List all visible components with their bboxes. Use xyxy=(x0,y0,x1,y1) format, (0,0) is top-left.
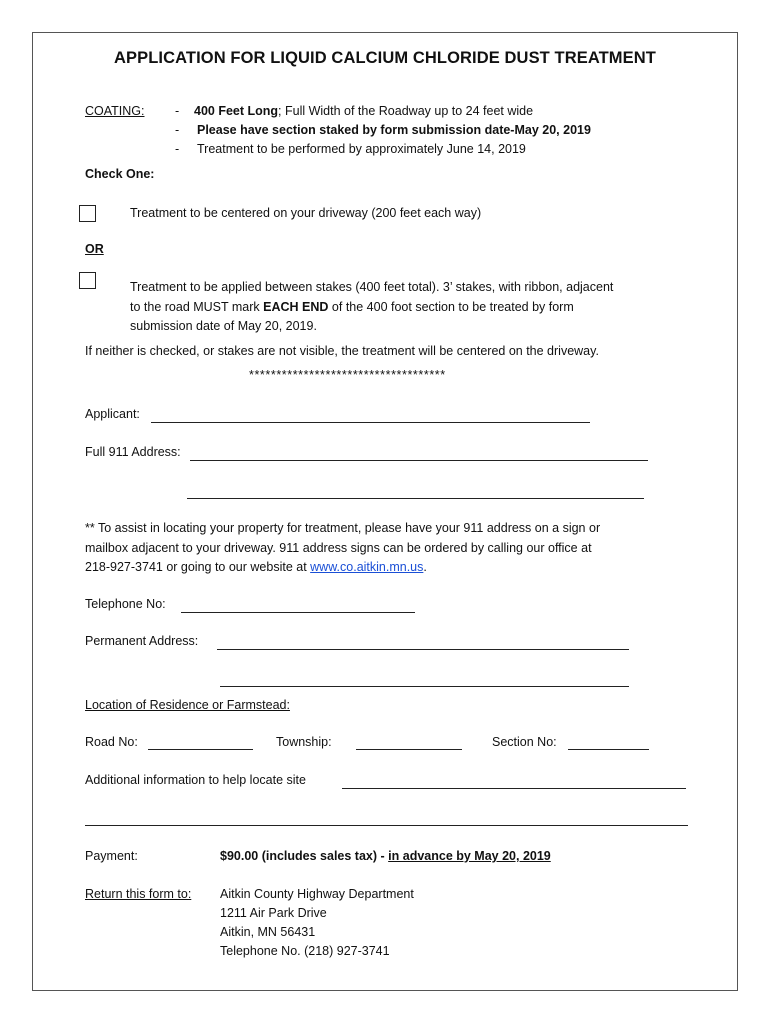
township-field[interactable] xyxy=(356,749,462,750)
center-driveway-checkbox[interactable] xyxy=(79,205,96,222)
coating-line-1 xyxy=(194,104,533,118)
section-no-field[interactable] xyxy=(568,749,649,750)
payment-amount-text: $90.00 (includes sales tax) - xyxy=(220,849,385,863)
option-stakes-line-3: submission date of May 20, 2019. xyxy=(130,319,317,333)
payment-label: Payment: xyxy=(85,849,138,863)
additional-info-label: Additional information to help locate site xyxy=(85,773,306,787)
telephone-label: Telephone No: xyxy=(85,597,166,611)
full-911-address-field-line-2[interactable] xyxy=(187,498,644,499)
assist-note-line-1: ** To assist in locating your property for treatment, please have your 911 address on a sign or xyxy=(85,521,601,535)
coating-line-3: Treatment to be performed by approximately June 14, 2019 xyxy=(197,142,526,156)
coating-bullet-3: - xyxy=(175,142,180,156)
coating-line-2: Please have section staked by form submission date-May 20, 2019 xyxy=(197,123,591,137)
stakes-text-pre: to the road MUST mark xyxy=(130,300,264,314)
assist-note-period: . xyxy=(423,560,427,574)
return-address-line-1: Aitkin County Highway Department xyxy=(220,887,414,901)
location-heading: Location of Residence or Farmstead: xyxy=(85,698,290,712)
option-stakes-line-2 xyxy=(130,300,574,314)
form-title: APPLICATION FOR LIQUID CALCIUM CHLORIDE DUST TREATMENT xyxy=(114,49,656,67)
coating-length: 400 Feet Long xyxy=(194,104,279,118)
option-center-driveway: Treatment to be centered on your driveway (200 feet each way) xyxy=(130,206,482,220)
check-one-label: Check One: xyxy=(85,167,155,181)
township-label: Township: xyxy=(276,735,332,749)
full-911-address-field[interactable] xyxy=(190,460,648,461)
additional-info-field[interactable] xyxy=(342,788,686,789)
stakes-text-post: of the 400 foot section to be treated by form xyxy=(328,300,574,314)
return-label: Return this form to: xyxy=(85,887,192,901)
each-end-emphasis: EACH END xyxy=(263,300,329,314)
or-label: OR xyxy=(85,242,104,256)
payment-amount xyxy=(220,849,551,863)
neither-checked-note: If neither is checked, or stakes are not visible, the treatment will be centered on the driveway. xyxy=(85,344,599,358)
county-website-link[interactable]: www.co.aitkin.mn.us xyxy=(310,560,424,574)
permanent-address-label: Permanent Address: xyxy=(85,634,199,648)
additional-info-field-line-2[interactable] xyxy=(85,825,688,826)
return-address-line-2: 1211 Air Park Drive xyxy=(220,906,327,920)
applicant-field[interactable] xyxy=(151,422,590,423)
permanent-address-field-line-2[interactable] xyxy=(220,686,629,687)
assist-note-text: 218-927-3741 or going to our website at xyxy=(85,560,311,574)
permanent-address-field[interactable] xyxy=(217,649,629,650)
return-address-line-4: Telephone No. (218) 927-3741 xyxy=(220,944,390,958)
coating-label: COATING: xyxy=(85,104,145,118)
assist-note-line-2: mailbox adjacent to your driveway. 911 address signs can be ordered by calling our office at xyxy=(85,541,592,555)
road-no-label: Road No: xyxy=(85,735,138,749)
coating-bullet-2: - xyxy=(175,123,180,137)
full-911-address-label: Full 911 Address: xyxy=(85,445,181,459)
coating-width: ; Full Width of the Roadway up to 24 feet wide xyxy=(278,104,534,118)
coating-bullet-1: - xyxy=(175,104,180,118)
return-address-line-3: Aitkin, MN 56431 xyxy=(220,925,316,939)
assist-note-line-3 xyxy=(85,560,427,574)
section-no-label: Section No: xyxy=(492,735,557,749)
option-stakes-line-1: Treatment to be applied between stakes (400 feet total). 3’ stakes, with ribbon, adjacent xyxy=(130,280,614,294)
road-no-field[interactable] xyxy=(148,749,253,750)
applicant-label: Applicant: xyxy=(85,407,140,421)
between-stakes-checkbox[interactable] xyxy=(79,272,96,289)
payment-deadline: in advance by May 20, 2019 xyxy=(388,849,551,863)
telephone-field[interactable] xyxy=(181,612,415,613)
separator-stars: ************************************ xyxy=(249,368,446,382)
